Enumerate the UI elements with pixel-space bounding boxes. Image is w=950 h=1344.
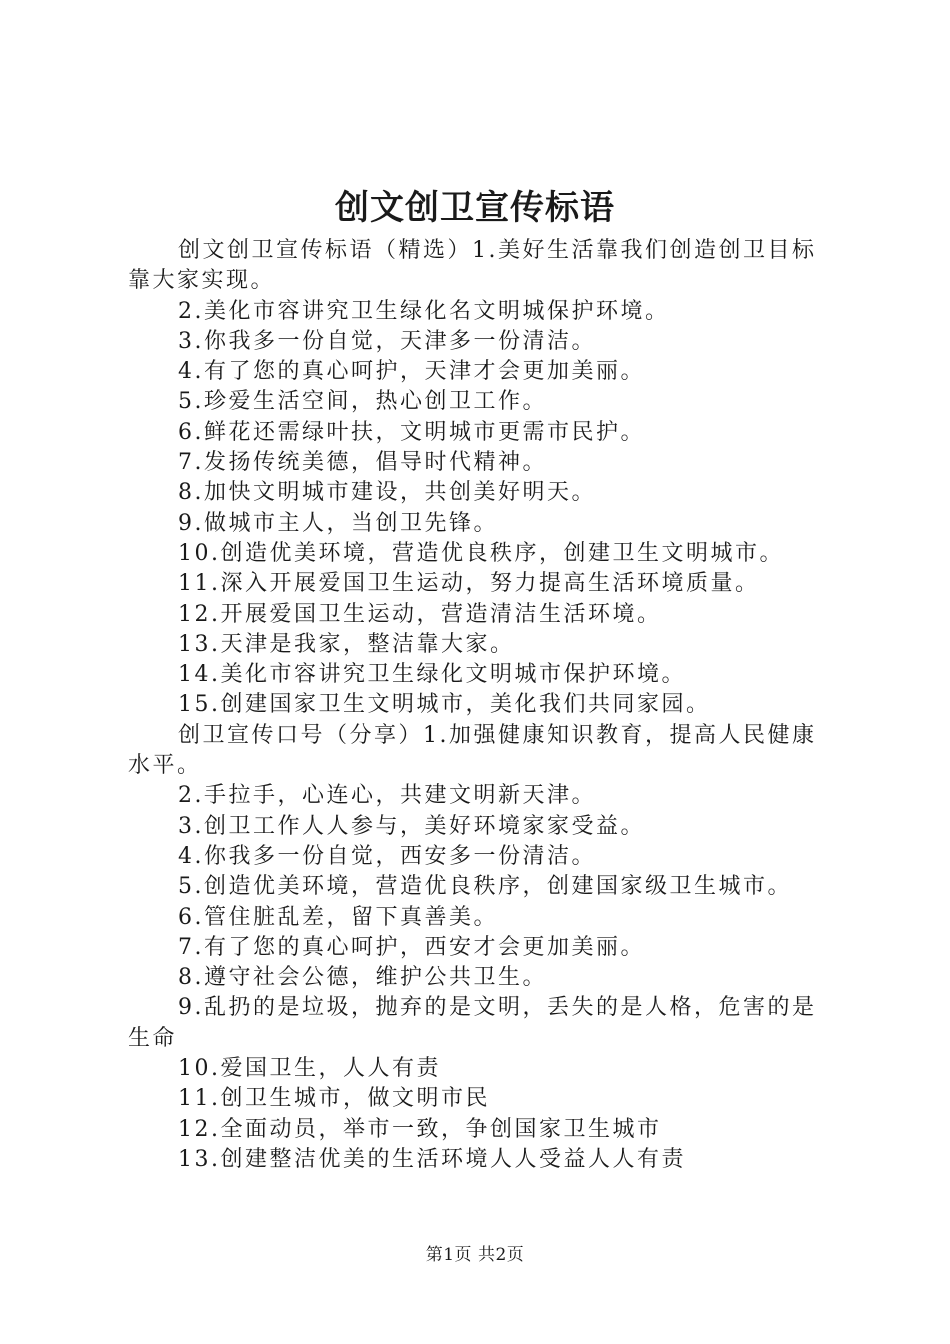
paragraph: 9.做城市主人，当创卫先锋。 xyxy=(178,510,498,536)
paragraph: 10.爱国卫生，人人有责 xyxy=(178,1056,441,1082)
paragraph: 创文创卫宣传标语（精选）1.美好生活靠我们创造创卫目标靠大家实现。 xyxy=(128,238,817,294)
paragraph: 5.珍爱生活空间，热心创卫工作。 xyxy=(178,389,547,415)
document-body xyxy=(128,236,838,1175)
paragraph: 5.创造优美环境，营造优良秩序，创建国家级卫生城市。 xyxy=(178,874,792,900)
paragraph: 4.你我多一份自觉，西安多一份清洁。 xyxy=(178,843,596,869)
paragraph: 6.管住脏乱差，留下真善美。 xyxy=(178,904,498,930)
paragraph: 11.创卫生城市，做文明市民 xyxy=(178,1086,490,1112)
paragraph: 12.开展爱国卫生运动，营造清洁生活环境。 xyxy=(178,601,662,627)
paragraph: 创卫宣传口号（分享）1.加强健康知识教育，提高人民健康水平。 xyxy=(128,722,817,779)
paragraph: 2.美化市容讲究卫生绿化名文明城保护环境。 xyxy=(178,298,670,324)
paragraph: 15.创建国家卫生文明城市，美化我们共同家园。 xyxy=(178,692,711,718)
paragraph: 12.全面动员，举市一致，争创国家卫生城市 xyxy=(178,1116,662,1142)
paragraph: 11.深入开展爱国卫生运动，努力提高生活环境质量。 xyxy=(178,571,760,597)
paragraph: 8.遵守社会公德，维护公共卫生。 xyxy=(178,965,547,991)
paragraph: 8.加快文明城市建设，共创美好明天。 xyxy=(178,480,596,506)
paragraph: 7.有了您的真心呵护，西安才会更加美丽。 xyxy=(178,934,645,960)
paragraph: 10.创造优美环境，营造优良秩序，创建卫生文明城市。 xyxy=(178,540,784,566)
paragraph: 9.乱扔的是垃圾，抛弃的是文明，丢失的是人格，危害的是生命 xyxy=(128,995,817,1051)
paragraph: 3.创卫工作人人参与，美好环境家家受益。 xyxy=(178,813,645,839)
document-title: 创文创卫宣传标语 xyxy=(335,188,615,228)
paragraph: 4.有了您的真心呵护，天津才会更加美丽。 xyxy=(178,359,645,385)
page-footer: 第1页 共2页 xyxy=(425,1245,525,1265)
paragraph: 13.创建整洁优美的生活环境人人受益人人有责 xyxy=(178,1146,686,1172)
paragraph: 3.你我多一份自觉，天津多一份清洁。 xyxy=(178,328,596,354)
paragraph: 6.鲜花还需绿叶扶，文明城市更需市民护。 xyxy=(178,419,645,445)
paragraph: 14.美化市容讲究卫生绿化文明城市保护环境。 xyxy=(178,662,686,688)
paragraph: 2.手拉手，心连心，共建文明新天津。 xyxy=(178,783,596,809)
paragraph: 13.天津是我家，整洁靠大家。 xyxy=(178,631,515,657)
paragraph: 7.发扬传统美德，倡导时代精神。 xyxy=(178,450,547,476)
